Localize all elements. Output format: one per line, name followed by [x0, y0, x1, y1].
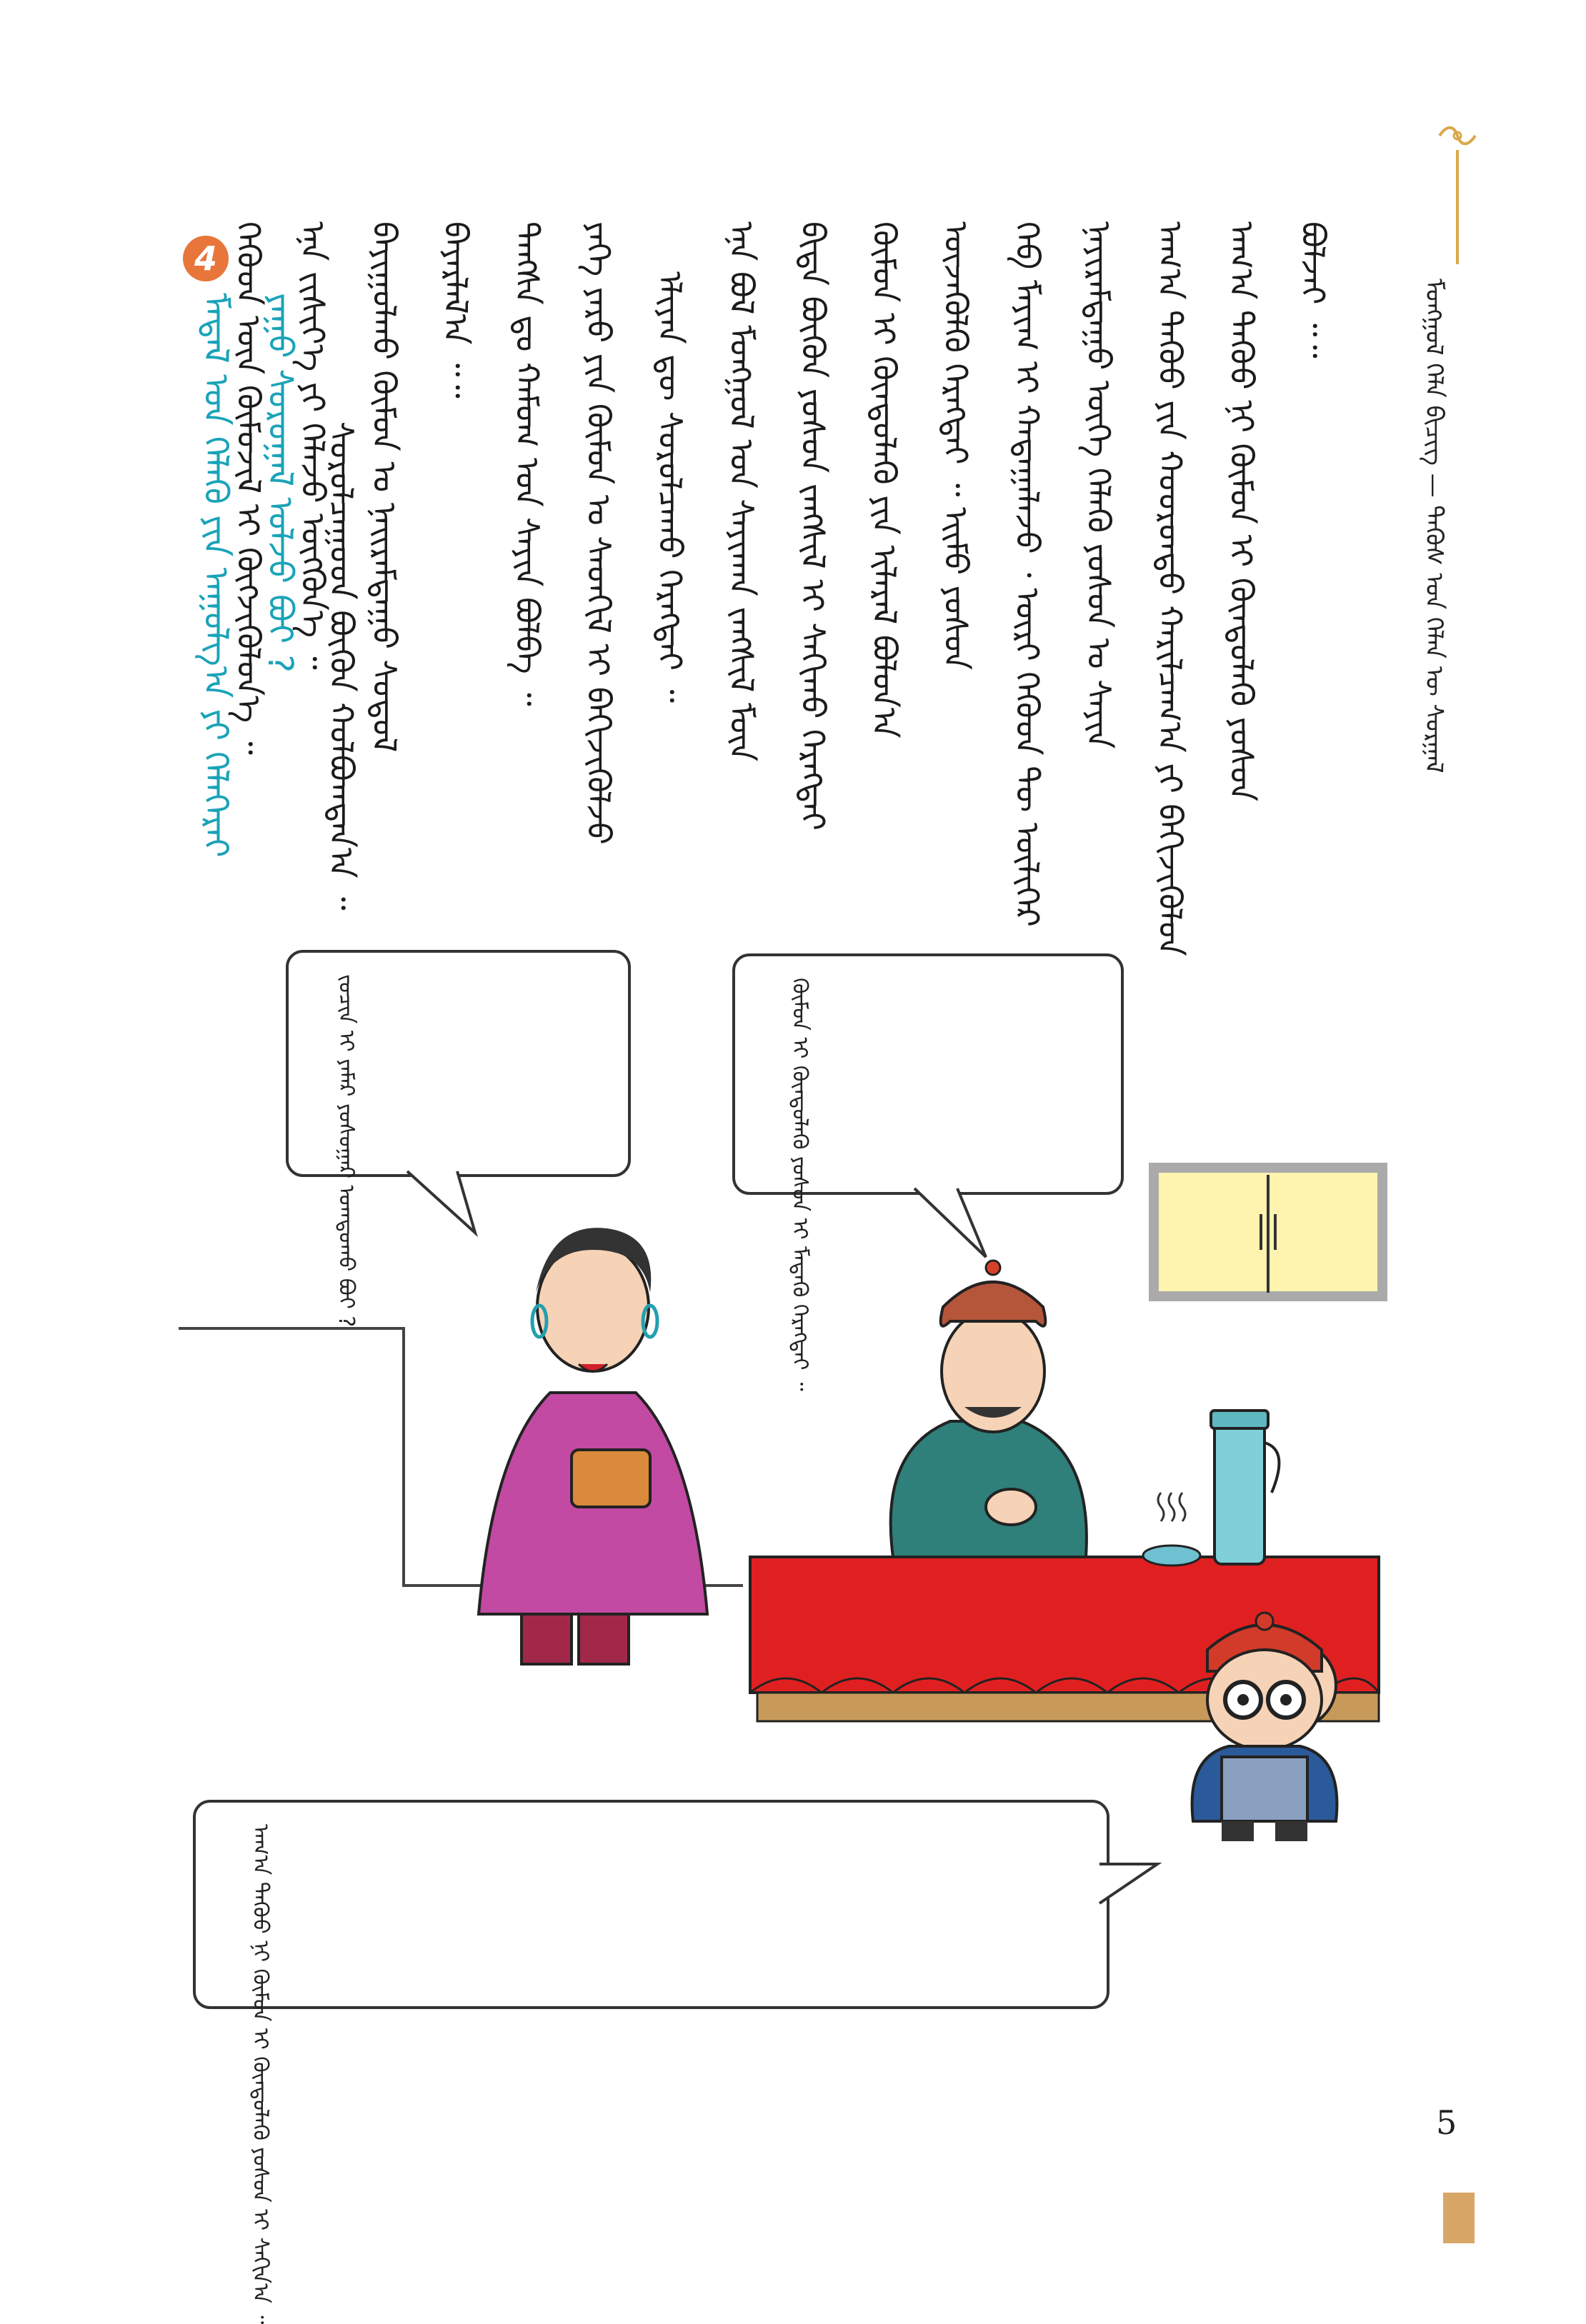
body-text-column: ᠡᠨᠡ ᠪᠣᠯ ᠮᠣᠩᠭᠣᠯ ᠤᠨ ᠰᠠᠶᠢᠬᠠᠨ ᠵᠠᠩᠰᠢᠯ ᠮᠥᠨ: [722, 221, 761, 762]
speech-bubble-mother-text: ᠵᠤᠴᠢᠨ ᠢ ᠶᠠᠮᠠᠷ ᠶᠣᠰᠣᠭᠠᠷ ᠤᠭᠲᠤᠬᠤ ᠪᠤᠢ ?: [334, 974, 359, 1328]
speech-bubble-father: [732, 953, 1124, 1391]
body-text-column: ᠬᠡᠭᠦᠳ ᠦᠨ ᠬᠦᠮᠦᠵᠢᠯ ᠢ ᠬᠥᠭᠵᠢᠭᠦᠯᠦᠨ᠎ᠡ ᠃: [229, 221, 268, 755]
body-text-column: ᠬᠡᠪ ᠮᠠᠶᠢᠭ ᠢ ᠬᠠᠳᠠᠭᠠᠯᠠᠵᠤ ᠂ ᠦᠷᠢ ᠬᠡᠭᠦᠳ ᠲᠦ ᠦᠯᠢᠭᠡᠷ: [1008, 221, 1047, 927]
body-text-column: ᠶᠡᠬᠡ ᠶᠡᠷᠦ ᠶᠢᠨ ᠬᠦᠮᠦᠨ ᠤ ᠰᠡᠳᠬᠢᠯ ᠢ ᠪᠡᠬᠢᠵᠢᠭᠦᠯᠵᠦ: [579, 221, 618, 845]
exercise-prompt-line1: ᠮᠠᠲᠠᠯ ᠤᠨ ᠬᠡᠯᠡᠬᠦ ᠶᠢᠨ ᠠᠭᠤᠯᠭ᠎ᠠ ᠶᠢ ᠬᠡᠯᠡᠭᠡᠷᠡᠢ: [196, 293, 236, 858]
exercise-prompt-line2: ᠶᠠᠭᠤ ᠰᠤᠷᠤᠭᠠᠯ ᠣᠯᠵᠤ ᠪᠣᠢ ?: [260, 293, 300, 673]
body-text-column: ᠪᠢᠳᠡ ᠪᠦᠬᠦᠨ ᠶᠣᠰᠣᠨ ᠵᠠᠩᠰᠢᠯ ᠢ ᠰᠠᠬᠢᠬᠤ ᠬᠡᠷᠡᠭᠲᠡᠢ: [794, 221, 832, 831]
speech-bubble-mother-tail: [400, 1168, 486, 1240]
speech-bubble-mother: [286, 950, 631, 1328]
exercise-number-badge: 4: [183, 236, 229, 281]
header-ornament: [1436, 121, 1479, 150]
speech-bubble-boy: [193, 1800, 1109, 2324]
body-text-column: ᠬᠦᠮᠦᠨ ᠢ ᠬᠦᠨᠳᠦᠯᠡᠬᠦ ᠶᠢᠨ ᠢᠯᠡᠷᠡᠯ ᠪᠣᠯᠤᠨ᠎ᠠ: [865, 221, 904, 738]
boy-illustration: [1172, 1607, 1357, 1843]
speech-bubble-boy-tail: [1097, 1857, 1161, 1914]
body-text-column: ᠪᠣᠯᠵᠠᠢ ᠃᠃: [1294, 221, 1332, 359]
body-text-column: ᠪᠠᠶᠢᠭᠤᠯᠬᠤ ᠬᠦᠮᠦᠨ ᠤ ᠨᠠᠢᠷᠠᠮᠳᠠᠭᠤ ᠰᠤᠳᠤᠯ: [365, 221, 404, 753]
body-text-column: ᠨᠠᠶᠢᠷᠠᠮᠳᠠᠭᠤ ᠦᠭᠡ ᠬᠡᠯᠡᠬᠦ ᠶᠣᠰᠣᠨ ᠤ ᠰᠠᠶᠢᠨ: [1079, 221, 1118, 749]
speech-bubble-father-text: ᠬᠦᠮᠦᠨ ᠢ ᠬᠦᠨᠳᠦᠯᠡᠬᠦ ᠶᠣᠰᠣᠨ ᠢ ᠮᠡᠳᠡᠬᠦ ᠬᠡᠷᠡᠭᠲᠡᠢ ᠃: [787, 978, 812, 1391]
page-number: 5: [1436, 2103, 1457, 2142]
header-rule: [1456, 150, 1459, 264]
page-tab: [1443, 2193, 1475, 2243]
body-text-column: ᠡᠨᠡ ᠵᠢᠱᠢᠶ᠎ᠡ ᠶᠢ ᠬᠡᠯᠡᠵᠦ ᠦᠭᠭᠦᠨ᠎ᠡ ᠃: [294, 221, 332, 670]
speech-bubble-father-tail: [914, 1186, 1000, 1264]
body-text-column: ᠦᠵᠡᠭᠦᠯᠬᠦ ᠬᠡᠷᠡᠭᠲᠡᠢ ᠃ ᠡᠢᠮᠦ ᠶᠣᠰᠣᠨ: [937, 221, 975, 671]
running-head: ᠮᠣᠩᠭᠣᠯ ᠬᠡᠯᠡ ᠪᠢᠴᠢᠭ — ᠲᠡᠭᠦᠰ ᠤᠨ ᠬᠡᠯᠡᠨ ᠦ ᠰᠤᠷᠭᠠᠯ: [1420, 279, 1448, 773]
body-text-column: ᠳᠠᠩᠰᠠ ᠳᠤ ᠬᠠᠮᠤᠭ ᠤᠨ ᠰᠠᠶᠢᠨ ᠪᠣᠯᠪᠠ ᠃: [508, 221, 547, 706]
speech-bubble-boy-text: ᠠᠬ᠎ᠠ ᠳᠡᠭᠦᠦ ᠨᠢ ᠬᠦᠮᠦᠨ ᠢ ᠬᠦᠨᠳᠦᠯᠡᠬᠦ ᠶᠣᠰᠣᠨ ᠢ ᠰᠠᠬᠢᠨ᠎ᠠ ᠃: [248, 1824, 273, 2324]
body-text-column: ᠠᠬ᠎ᠠ ᠳᠡᠭᠦᠦ ᠶᠢᠨ ᠬᠣᠣᠷᠣᠨᠳᠤ ᠬᠠᠷᠢᠯᠴᠠᠭ᠎ᠠ ᠶᠢ ᠪᠡᠬᠢᠵᠢᠭᠦᠯᠦᠨ: [1151, 221, 1190, 956]
body-text-column: ᠡᠯᠢᠶᠠᠨ ᠳᠦ ᠰᠤᠷᠤᠯᠴᠠᠬᠤ ᠬᠡᠷᠡᠭᠲᠡᠢ ᠃: [651, 271, 689, 703]
body-text-column: ᠪᠠᠶᠠᠷᠯᠠᠯ᠎ᠠ ᠃᠃: [437, 221, 475, 399]
body-text-column: ᠰᠤᠷᠤᠯᠴᠠᠭᠤᠳ ᠪᠦᠬᠦᠨ ᠬᠣᠯᠪᠣᠭᠳᠠᠨ᠎ᠠ ᠃: [322, 421, 361, 911]
body-text-column: ᠠᠬ᠎ᠠ ᠳᠡᠭᠦᠦ ᠨᠢ ᠬᠦᠮᠦᠨ ᠢ ᠬᠦᠨᠳᠦᠯᠡᠬᠦ ᠶᠣᠰᠣᠨ: [1222, 221, 1261, 802]
